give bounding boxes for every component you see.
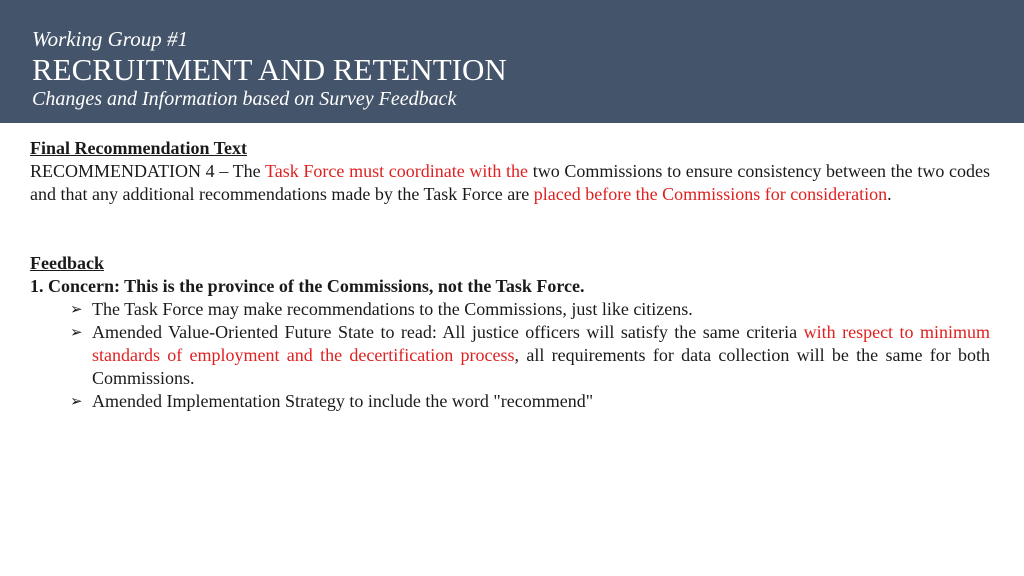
arrow-bullet-icon: ➢ (70, 392, 83, 410)
bullet-2-text-end: , all requirements for data collection will be the same for both Commissions. (92, 345, 990, 388)
recommendation-text-start: RECOMMENDATION 4 – The (30, 161, 266, 181)
feedback-heading: Feedback (30, 253, 104, 273)
bullet-2-highlight: with respect to minimum standards of employment and the decertification process (92, 322, 990, 365)
bullet-2-text-start: Amended Value-Oriented Future State to read: All justice officers will satisfy the same criteria (92, 322, 804, 342)
list-item (70, 298, 990, 321)
arrow-bullet-icon: ➢ (70, 323, 83, 341)
list-item (70, 321, 990, 390)
page-title: RECRUITMENT AND RETENTION (32, 52, 507, 87)
section-spacer (30, 206, 990, 252)
recommendation-text (30, 160, 990, 206)
arrow-bullet-icon: ➢ (70, 300, 83, 318)
recommendation-highlight-1: Task Force must coordinate with the (265, 161, 529, 181)
header-banner (0, 0, 1024, 123)
recommendation-text-end: . (887, 184, 892, 204)
page-subtitle: Changes and Information based on Survey Feedback (32, 88, 457, 110)
bullet-3-text: Amended Implementation Strategy to include the word "recommend" (92, 391, 594, 411)
working-group-label: Working Group #1 (32, 27, 188, 51)
recommendation-highlight-2: placed before the Commissions for consideration (533, 184, 888, 204)
concern-text: 1. Concern: This is the province of the Commissions, not the Task Force. (30, 276, 585, 296)
recommendation-heading: Final Recommendation Text (30, 138, 248, 158)
feedback-bullet-list (30, 298, 990, 413)
slide-content (30, 137, 990, 413)
list-item (70, 390, 990, 413)
recommendation-text-mid: two Commissions to ensure consistency between the two codes and that any additional recommendations made by the Task Force are (30, 161, 990, 204)
bullet-1-text: The Task Force may make recommendations to the Commissions, just like citizens. (92, 299, 693, 319)
